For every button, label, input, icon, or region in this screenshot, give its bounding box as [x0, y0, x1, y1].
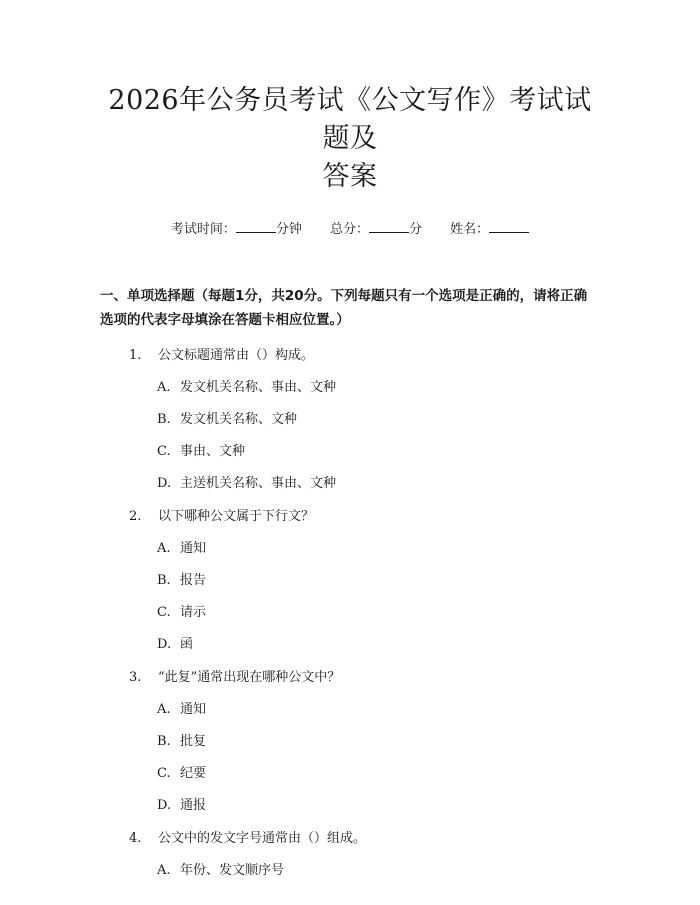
option-d [100, 475, 600, 493]
question [100, 669, 600, 687]
total-score [330, 220, 422, 240]
option-text: 通报 [180, 798, 207, 813]
option-a [100, 379, 600, 397]
option-letter: D. [157, 637, 172, 652]
student-name-blank [489, 220, 529, 233]
option-a [100, 701, 600, 719]
exam-time [171, 220, 302, 240]
option-text: 发文机关名称、事由、文种 [180, 380, 337, 395]
document-title [100, 0, 600, 196]
option-letter: B. [157, 734, 171, 749]
option-b [100, 411, 600, 429]
option-text: 请示 [180, 605, 207, 620]
option-c [100, 765, 600, 783]
option-letter: A. [157, 380, 171, 395]
question-text: 公文标题通常由（）构成。 [158, 348, 315, 363]
option-text: 通知 [180, 541, 207, 556]
option-text: 事由、文种 [180, 444, 246, 459]
option-a [100, 540, 600, 558]
option-d [100, 797, 600, 815]
option-d [100, 636, 600, 654]
option-letter: C. [157, 444, 171, 459]
option-text: 报告 [180, 573, 207, 588]
option-letter: A. [157, 702, 171, 717]
question [100, 347, 600, 365]
option-letter: C. [157, 605, 171, 620]
option-letter: D. [157, 798, 172, 813]
question-text: “此复”通常出现在哪种公文中？ [158, 670, 341, 685]
option-text: 函 [180, 637, 194, 652]
option-text: 发文机关名称、文种 [180, 412, 298, 427]
student-name-label: 姓名： [450, 222, 490, 237]
title-line-1: 2026年公务员考试《公文写作》考试试题及 [108, 85, 592, 154]
option-letter: B. [157, 412, 171, 427]
option-letter: B. [157, 573, 171, 588]
exam-time-unit: 分钟 [275, 222, 302, 237]
question-text: 以下哪种公文属于下行文？ [158, 509, 315, 524]
exam-meta [100, 220, 600, 240]
option-text: 通知 [180, 702, 207, 717]
option-letter: D. [157, 476, 172, 491]
option-a [100, 862, 600, 880]
question-text: 公文中的发文字号通常由（）组成。 [158, 831, 367, 846]
option-b [100, 733, 600, 751]
question-number: 3. [129, 670, 142, 685]
question [100, 508, 600, 526]
question-number: 4. [129, 831, 142, 846]
section-heading: 一、单项选择题（每题1分，共20分。下列每题只有一个选项是正确的，请将正确选项的代表字母填涂在答题卡相应位置。） [100, 288, 588, 328]
option-letter: A. [157, 863, 171, 878]
question-number: 1. [129, 348, 142, 363]
option-text: 主送机关名称、事由、文种 [180, 476, 337, 491]
option-text: 批复 [180, 734, 207, 749]
option-text: 纪要 [180, 766, 207, 781]
option-c [100, 443, 600, 461]
option-letter: A. [157, 541, 171, 556]
total-score-label: 总分： [329, 222, 369, 237]
option-c [100, 604, 600, 622]
student-name [450, 220, 529, 240]
title-line-2: 答案 [322, 161, 378, 192]
option-text: 年份、发文顺序号 [180, 863, 285, 878]
exam-time-label: 考试时间： [170, 222, 236, 237]
total-score-unit: 分 [409, 222, 423, 237]
option-b [100, 572, 600, 590]
exam-time-blank [236, 220, 276, 233]
question [100, 830, 600, 848]
total-score-blank [369, 220, 409, 233]
question-number: 2. [129, 509, 142, 524]
option-letter: C. [157, 766, 171, 781]
